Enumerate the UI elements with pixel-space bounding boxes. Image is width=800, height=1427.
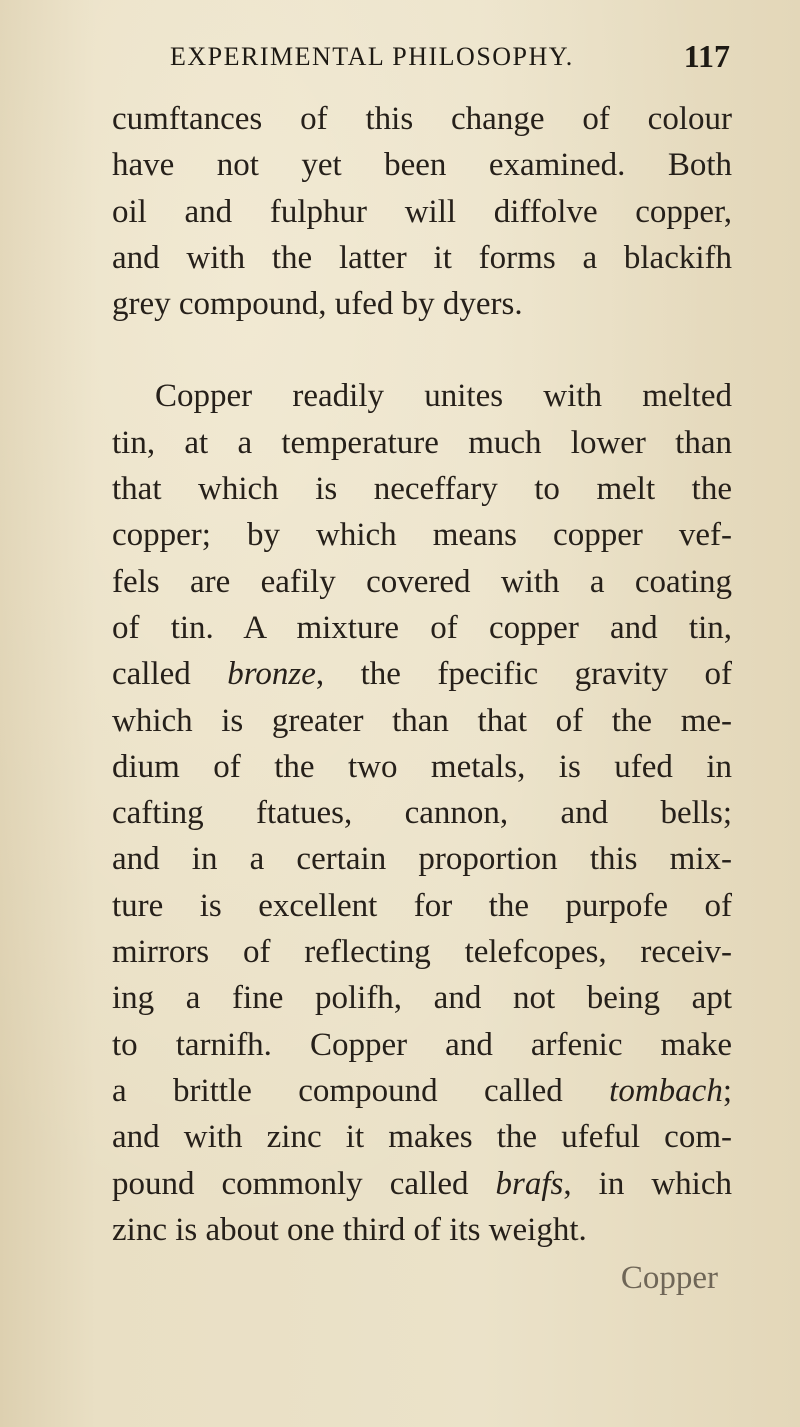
text-segment: ; <box>722 1072 732 1109</box>
text-line: of tin. A mixture of copper and tin, <box>112 609 732 646</box>
text-line: oil and fulphur will diffolve copper, <box>112 193 732 230</box>
body-text <box>112 96 732 1253</box>
page-header <box>170 38 730 82</box>
italic-term: brafs <box>495 1165 564 1202</box>
text-line: ture is excellent for the purpofe of <box>112 887 732 924</box>
text-segment: , the fpecific gravity of <box>315 656 732 693</box>
text-segment: a brittle compound called <box>112 1072 610 1109</box>
text-line: dium of the two metals, is ufed in <box>112 748 732 785</box>
text-line: have not yet been examined. Both <box>112 147 732 184</box>
text-line <box>112 1068 732 1114</box>
text-line: tin, at a temperature much lower than <box>112 424 732 461</box>
text-line: and with zinc it makes the ufeful com- <box>112 1119 732 1156</box>
text-line: and in a certain proportion this mix- <box>112 841 732 878</box>
text-line: zinc is about one third of its weight. <box>112 1211 587 1248</box>
italic-term: bronze <box>227 656 316 693</box>
text-line: grey compound, ufed by dyers. <box>112 286 523 323</box>
catchword: Copper <box>620 1260 718 1296</box>
text-line: and with the latter it forms a blackifh <box>112 239 732 276</box>
text-segment: called <box>112 656 228 693</box>
running-title: EXPERIMENTAL PHILOSOPHY. <box>170 42 574 71</box>
italic-term: tombach <box>609 1072 723 1109</box>
text-segment: , in which <box>563 1165 732 1202</box>
page-number: 117 <box>683 38 730 74</box>
text-line <box>112 1161 732 1207</box>
text-line: copper; by which means copper vef- <box>112 517 732 554</box>
text-line: to tarnifh. Copper and arfenic make <box>112 1026 732 1063</box>
text-line: mirrors of reflecting telefcopes, receiv- <box>112 934 732 971</box>
text-line: fels are eafily covered with a coating <box>112 563 732 600</box>
paragraph-gap <box>112 327 732 373</box>
text-line <box>112 651 732 697</box>
text-line: which is greater than that of the me- <box>112 702 732 739</box>
text-line: Copper readily unites with melted <box>155 378 732 415</box>
text-line: cumftances of this change of colour <box>112 101 732 137</box>
text-line: cafting ftatues, cannon, and bells; <box>112 795 732 832</box>
text-line: that which is neceffary to melt the <box>112 471 732 508</box>
text-segment: pound commonly called <box>112 1165 496 1202</box>
text-line: ing a fine polifh, and not being apt <box>112 980 732 1017</box>
